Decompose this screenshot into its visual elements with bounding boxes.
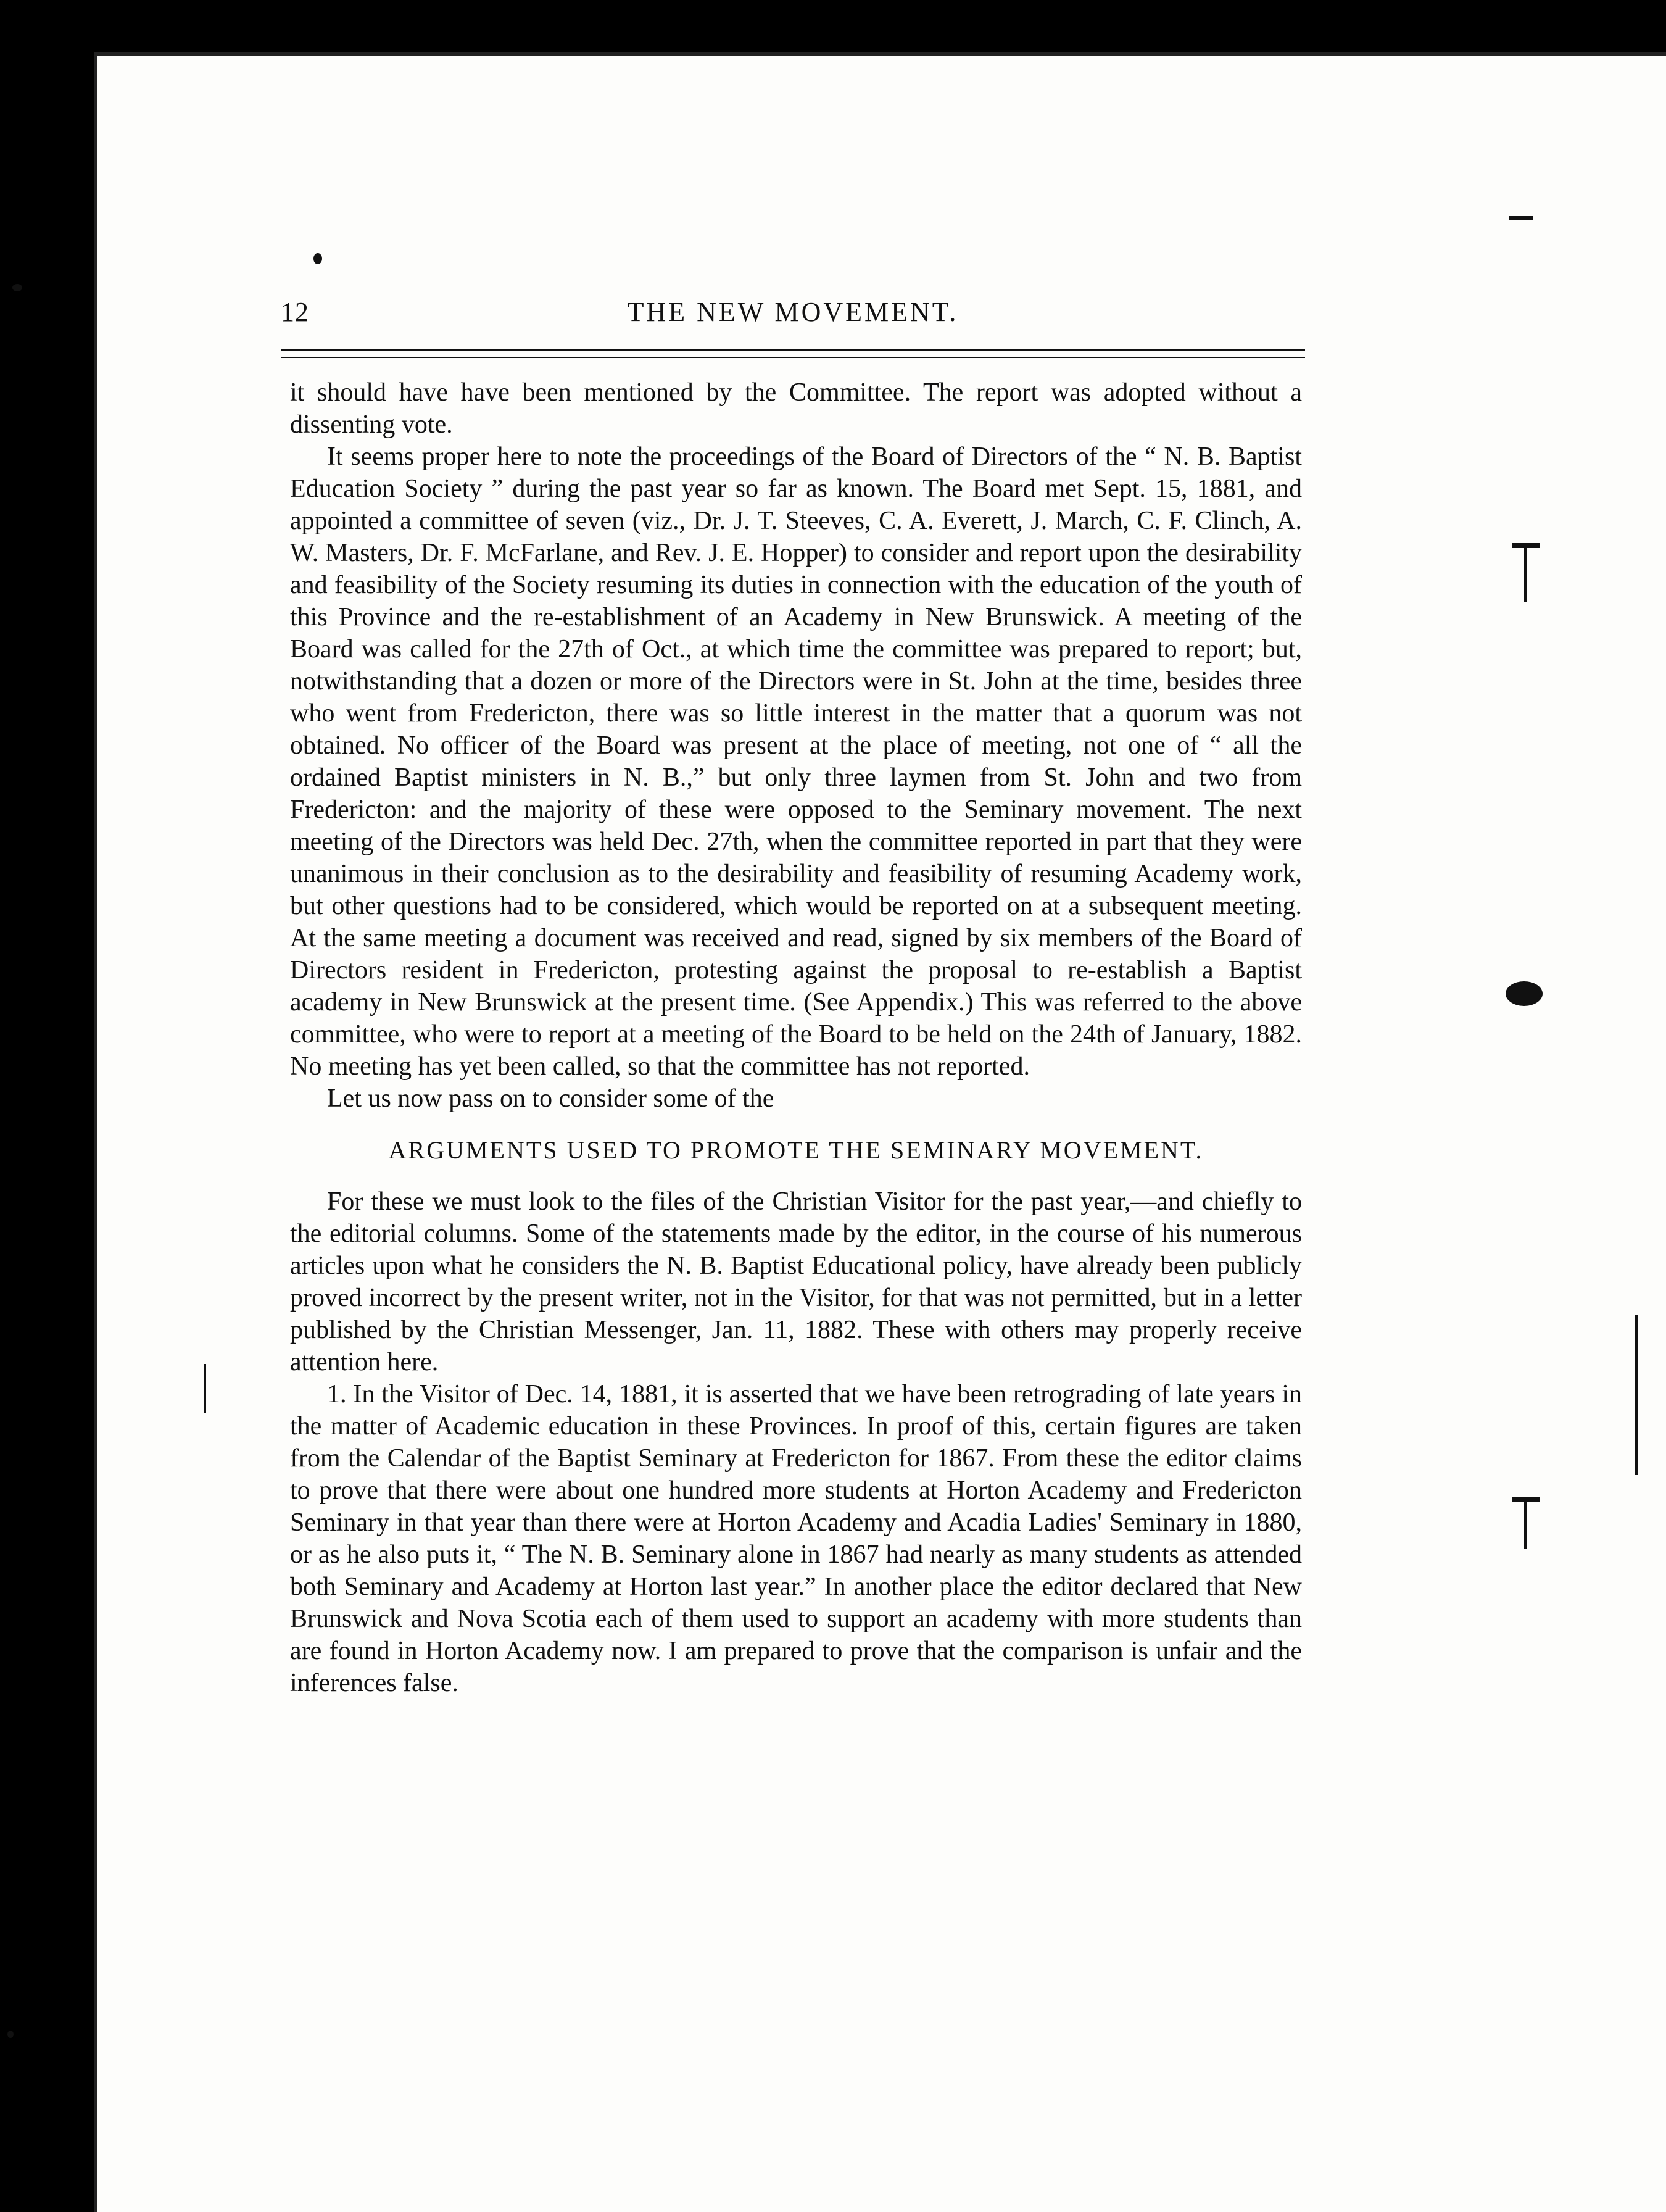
paragraph: it should have have been mentioned by the Committee. The report was adopted without a dissenting vote. [290, 378, 1302, 439]
paragraph: 1. In the Visitor of Dec. 14, 1881, it is asserted that we have been retrograding of late years in the matter of Academic education in these Provinces. In proof of this, certain figures are taken from the Calendar of the Baptist Seminary at Fredericton for 1867. From these the editor claims to prove that there were about one hundred more students at Horton Academy and Fredericton Seminary in that year than there were at Horton Academy and Acadia Ladies' Seminary in 1880, or as he also puts it, “ The N. B. Seminary alone in 1867 had nearly as many students as attended both Seminary and Academy at Horton last year.” In another place the editor declared that New Brunswick and Nova Scotia each of them used to support an academy with more students than are found in Horton Academy now. I am prepared to prove that the comparison is unfair and the inferences false. [290, 1380, 1302, 1697]
margin-mark [204, 1364, 206, 1413]
paragraph: It seems proper here to note the proceedings of the Board of Directors of the “ N. B. Baptist Education Society ” during the past year so far as known. The Board met Sept. 15, 1881, and appointed a committee of seven (viz., Dr. J. T. Steeves, C. A. Everett, J. March, C. F. Clinch, A. W. Masters, Dr. F. McFarlane, and Rev. J. E. Hopper) to consider and report upon the desirability and feasibility of the Society resuming its duties in connection with the education of the youth of this Province and the re-establishment of an Academy in New Brunswick. A meeting of the Board was called for the 27th of Oct., at which time the committee was prepared to report; but, notwithstanding that a dozen or more of the Directors were in St. John at the time, besides three who went from Fredericton, there was so little interest in the matter that a quorum was not obtained. No officer of the Board was present at the place of meeting, not one of “ all the ordained Baptist ministers in N. B.,” but only three laymen from St. John and two from Fredericton: and the majority of these were opposed to the Seminary movement. The next meeting of the Directors was held Dec. 27th, when the committee reported in part that they were unanimous in their conclusion as to the desirability and feasibility of resuming Academy work, but other questions had to be considered, which would be reported on at a subsequent meeting. At the same meeting a document was received and read, signed by six members of the Board of Directors resident in Fredericton, protesting against the proposal to re-establish a Baptist academy in New Brunswick at the present time. (See Appendix.) This was referred to the above committee, who were to report at a meeting of the Board to be held on the 24th of January, 1882. No meeting has yet been called, so that the committee has not reported. [290, 443, 1302, 1081]
ink-blot [1506, 981, 1543, 1006]
running-title: THE NEW MOVEMENT. [627, 297, 959, 327]
page-number: 12 [281, 297, 309, 327]
ink-speck [313, 253, 322, 264]
header-rule-thick [281, 349, 1305, 351]
section-heading: ARGUMENTS USED TO PROMOTE THE SEMINARY MOVEMENT. [388, 1136, 1204, 1164]
margin-mark [1524, 1500, 1527, 1549]
ink-speck [12, 284, 22, 291]
body-text [290, 376, 1302, 1699]
margin-mark [1524, 546, 1527, 602]
margin-mark [1509, 216, 1533, 220]
paragraph: For these we must look to the files of the Christian Visitor for the past year,—and chiefly to the editorial columns. Some of the statements made by the editor, in the course of his numerous articles upon what he considers the N. B. Baptist Educational policy, have already been publicly proved incorrect by the present writer, not in the Visitor, for that was not permitted, but in a letter published by the Christian Messenger, Jan. 11, 1882. These with others may properly receive attention here. [290, 1187, 1302, 1376]
paragraph: Let us now pass on to consider some of the [327, 1084, 774, 1113]
header-rule-thin [281, 357, 1305, 358]
page-header [281, 296, 1305, 333]
ink-speck [7, 2031, 14, 2038]
margin-mark [1635, 1315, 1638, 1475]
